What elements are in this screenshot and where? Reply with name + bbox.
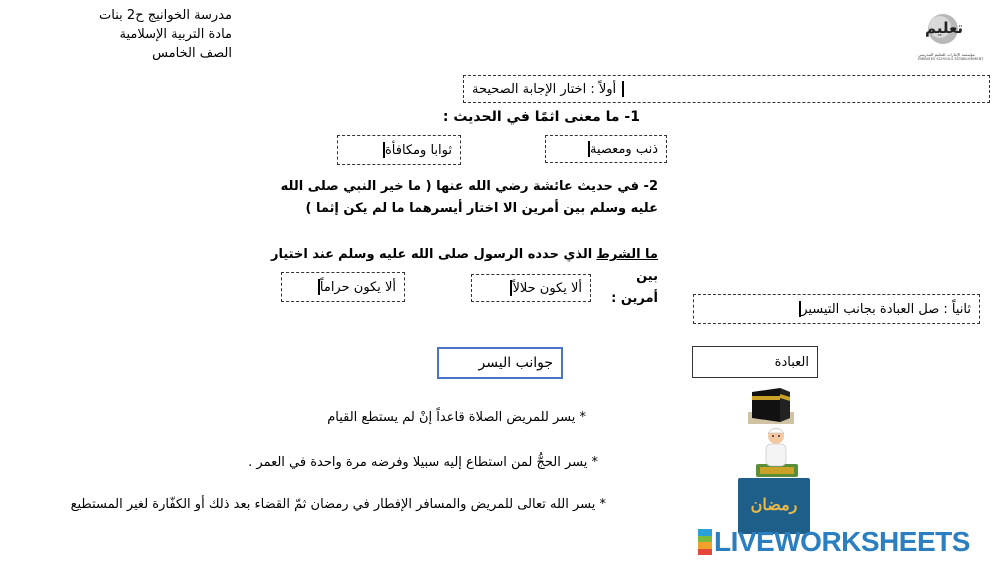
q2-option-haram-label: ألا يكون حراماً: [319, 279, 396, 295]
school-name: مدرسة الخوانيج ح2 بنات: [99, 8, 232, 23]
q2-condition-text: الذي حدده الرسول صلى الله عليه وسلم: [338, 247, 593, 262]
section1-title: أولاً : اختار الإجابة الصحيحة: [472, 81, 617, 97]
ease-item-prayer: * يسر للمريض الصلاة قاعداً إنْ لم يستطع القيام: [327, 410, 586, 425]
liveworksheets-watermark: [698, 527, 994, 557]
praying-boy-icon[interactable]: [752, 424, 800, 478]
q2-condition-text2: عند اختيار بين: [270, 247, 658, 284]
q1-option-reward[interactable]: [337, 135, 461, 165]
ramadan-label: رمضان: [750, 495, 798, 514]
section1-title-box: [463, 75, 990, 103]
section2-title: ثانياً : صل العبادة بجانب التيسير: [801, 301, 971, 317]
ease-item-hajj: * يسر الحجُّ لمن استطاع إليه سبيلا وفرضه مرة واحدة في العمر .: [248, 455, 598, 470]
ease-label-box[interactable]: [437, 347, 563, 379]
grade-name: الصف الخامس: [152, 46, 232, 61]
worship-label-box: [692, 346, 818, 378]
q1-option-sin-label: ذنب ومعصية: [590, 141, 658, 157]
watermark-text: LIVEWORKSHEETS: [714, 526, 970, 557]
school-header: [32, 6, 232, 63]
q2-option-halal[interactable]: [471, 274, 591, 302]
question-2-line2: عليه وسلم بين أمرين الا اختار أيسرهما ما لم يكن إثما ): [305, 201, 658, 216]
q2-condition-keyword: ما الشرط: [596, 247, 658, 262]
logo-org-en: EMIRATES SCHOOLS ESTABLISHMENT: [918, 57, 984, 61]
subject-name: مادة التربية الإسلامية: [119, 27, 232, 42]
logo-word: تعليم: [924, 19, 964, 37]
q2-condition-line2: أمرين :: [611, 291, 658, 306]
ease-label: جوانب اليسر: [478, 355, 553, 371]
logo-org-ar: مؤسسة الإمارات للتعليم المدرسي: [918, 52, 975, 57]
kaaba-icon[interactable]: [748, 382, 794, 424]
question-1: 1- ما معنى اثمًا في الحديث :: [442, 109, 640, 125]
question-2-line1: 2- في حديث عائشة رضي الله عنها ( ما خير النبي صلى الله: [280, 179, 658, 194]
q1-option-reward-label: ثوابا ومكافأة: [384, 142, 452, 158]
ease-item-fasting: * يسر الله تعالى للمريض والمسافر الإفطار في رمضان ثمّ القضاء بعد ذلك أو الكفّارة لغير المستطيع: [70, 497, 606, 512]
ministry-logo: [918, 10, 984, 72]
section2-title-box: [693, 294, 980, 324]
q2-option-haram[interactable]: [281, 272, 405, 302]
live-badge: [698, 529, 712, 555]
q2-option-halal-label: ألا يكون حلالاً: [512, 280, 582, 296]
question-2: [270, 176, 658, 220]
worship-label: العبادة: [774, 354, 809, 370]
q1-option-sin[interactable]: [545, 135, 667, 163]
